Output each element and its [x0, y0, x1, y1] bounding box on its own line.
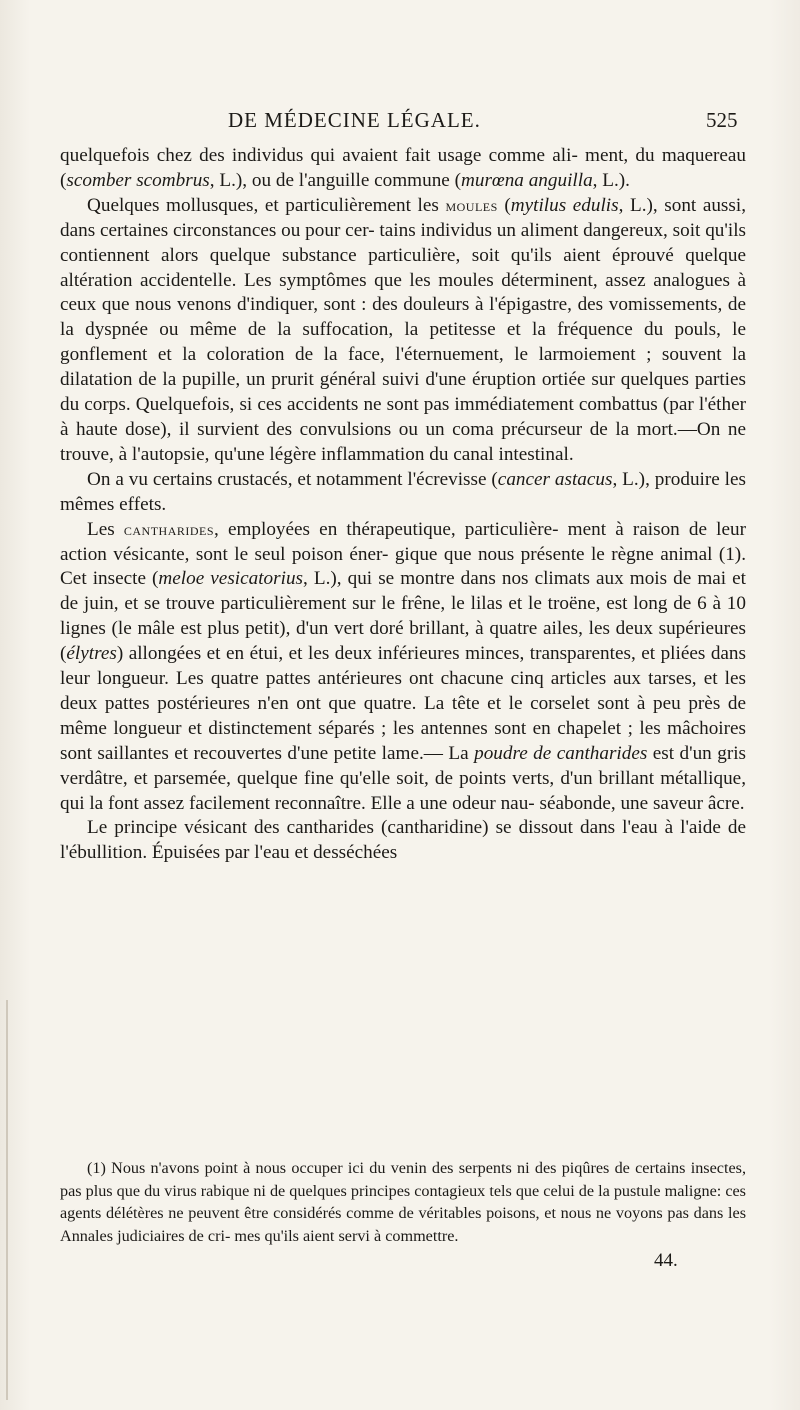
main-text — [60, 144, 746, 866]
page-number: 525 — [706, 108, 738, 132]
signature-mark: 44. — [654, 1250, 678, 1271]
page-edge-shadow — [6, 1000, 8, 1400]
paragraph-crustaces: On a vu certains crustacés, et notamment l'écrevisse (cancer astacus, L.), produire les mêmes effets. — [60, 468, 746, 515]
page-header — [0, 108, 800, 138]
paragraph-principe-vesicant: Le principe vésicant des cantharides (cantharidine) se dissout dans l'eau à l'aide de l'ébullition. Épuisées par l'eau et desséchées — [60, 817, 746, 864]
footnote-1: (1) Nous n'avons point à nous occuper ici du venin des serpents ni des piqûres de certains insectes, pas plus que du virus rabique ni de quelques principes contagieux tels que celui de la pustule maligne: ces agents délétères ne peuvent être considérés comme de véritables poisons, et nous ne voyons pas dans les Annales judiciaires de cri- mes qu'ils aient servi à commettre. — [60, 1159, 746, 1245]
paragraph-1: quelquefois chez des individus qui avaient fait usage comme ali- ment, du maquereau (scomber scombrus, L.), ou de l'anguille commune (murœna anguilla, L.). — [60, 145, 746, 191]
footnote-block — [60, 1157, 746, 1247]
running-title: DE MÉDECINE LÉGALE. — [228, 108, 481, 132]
paragraph-cantharides: Les cantharides, employées en thérapeutique, particulière- ment à raison de leur action vésicante, sont le seul poison éner- gique que nous présente le règne animal (1). Cet insecte (meloe vesicatorius, L.), qui se montre dans nos climats aux mois de mai et de juin, et se trouve particulièrement sur le frêne, le lilas et le troëne, est long de 6 à 10 lignes (le mâle est plus petit), d'un vert doré brillant, à quatre ailes, les deux supérieures (élytres) allongées et en étui, et les deux inférieures minces, transparentes, et pliées dans leur longueur. Les quatre pattes antérieures ont chacune cinq articles aux tarses, et les deux pattes postérieures n'en ont que quatre. La tête et le corselet sont à peu près de même longueur et distinctement séparés ; les antennes sont en chapelet ; les mâchoires sont saillantes et recouvertes d'une petite lame.— La poudre de cantharides est d'un gris verdâtre, et parsemée, quelque fine qu'elle soit, de points verts, d'un brillant métallique, qui la font assez facilement reconnaître. Elle a une odeur nau- séabonde, une saveur âcre. — [60, 518, 747, 814]
paragraph-moules: Quelques mollusques, et particulièrement les moules (mytilus edulis, L.), sont aussi, dans certaines circonstances ou pour cer- tains individus un aliment dangereux, soit qu'ils contiennent alors quelque substance particulière, soit qu'ils aient éprouvé quelque altération accidentelle. Les symptômes que les moules déterminent, assez analogues à ceux que nous venons d'indiquer, sont : des douleurs à l'épigastre, des vomissements, de la dyspnée ou même de la suffocation, la petitesse et la fréquence du pouls, le gonflement et la coloration de la face, l'éternuement, le larmoiement ; souvent la dilatation de la pupille, un prurit général suivi d'une éruption ortiée sur quelques parties du corps. Quelquefois, si ces accidents ne sont pas immédiatement combattus (par l'éther à haute dose), il survient des convulsions ou un coma précurseur de la mort.—On ne trouve, à l'autopsie, qu'une légère inflammation du canal intestinal. — [60, 194, 746, 465]
